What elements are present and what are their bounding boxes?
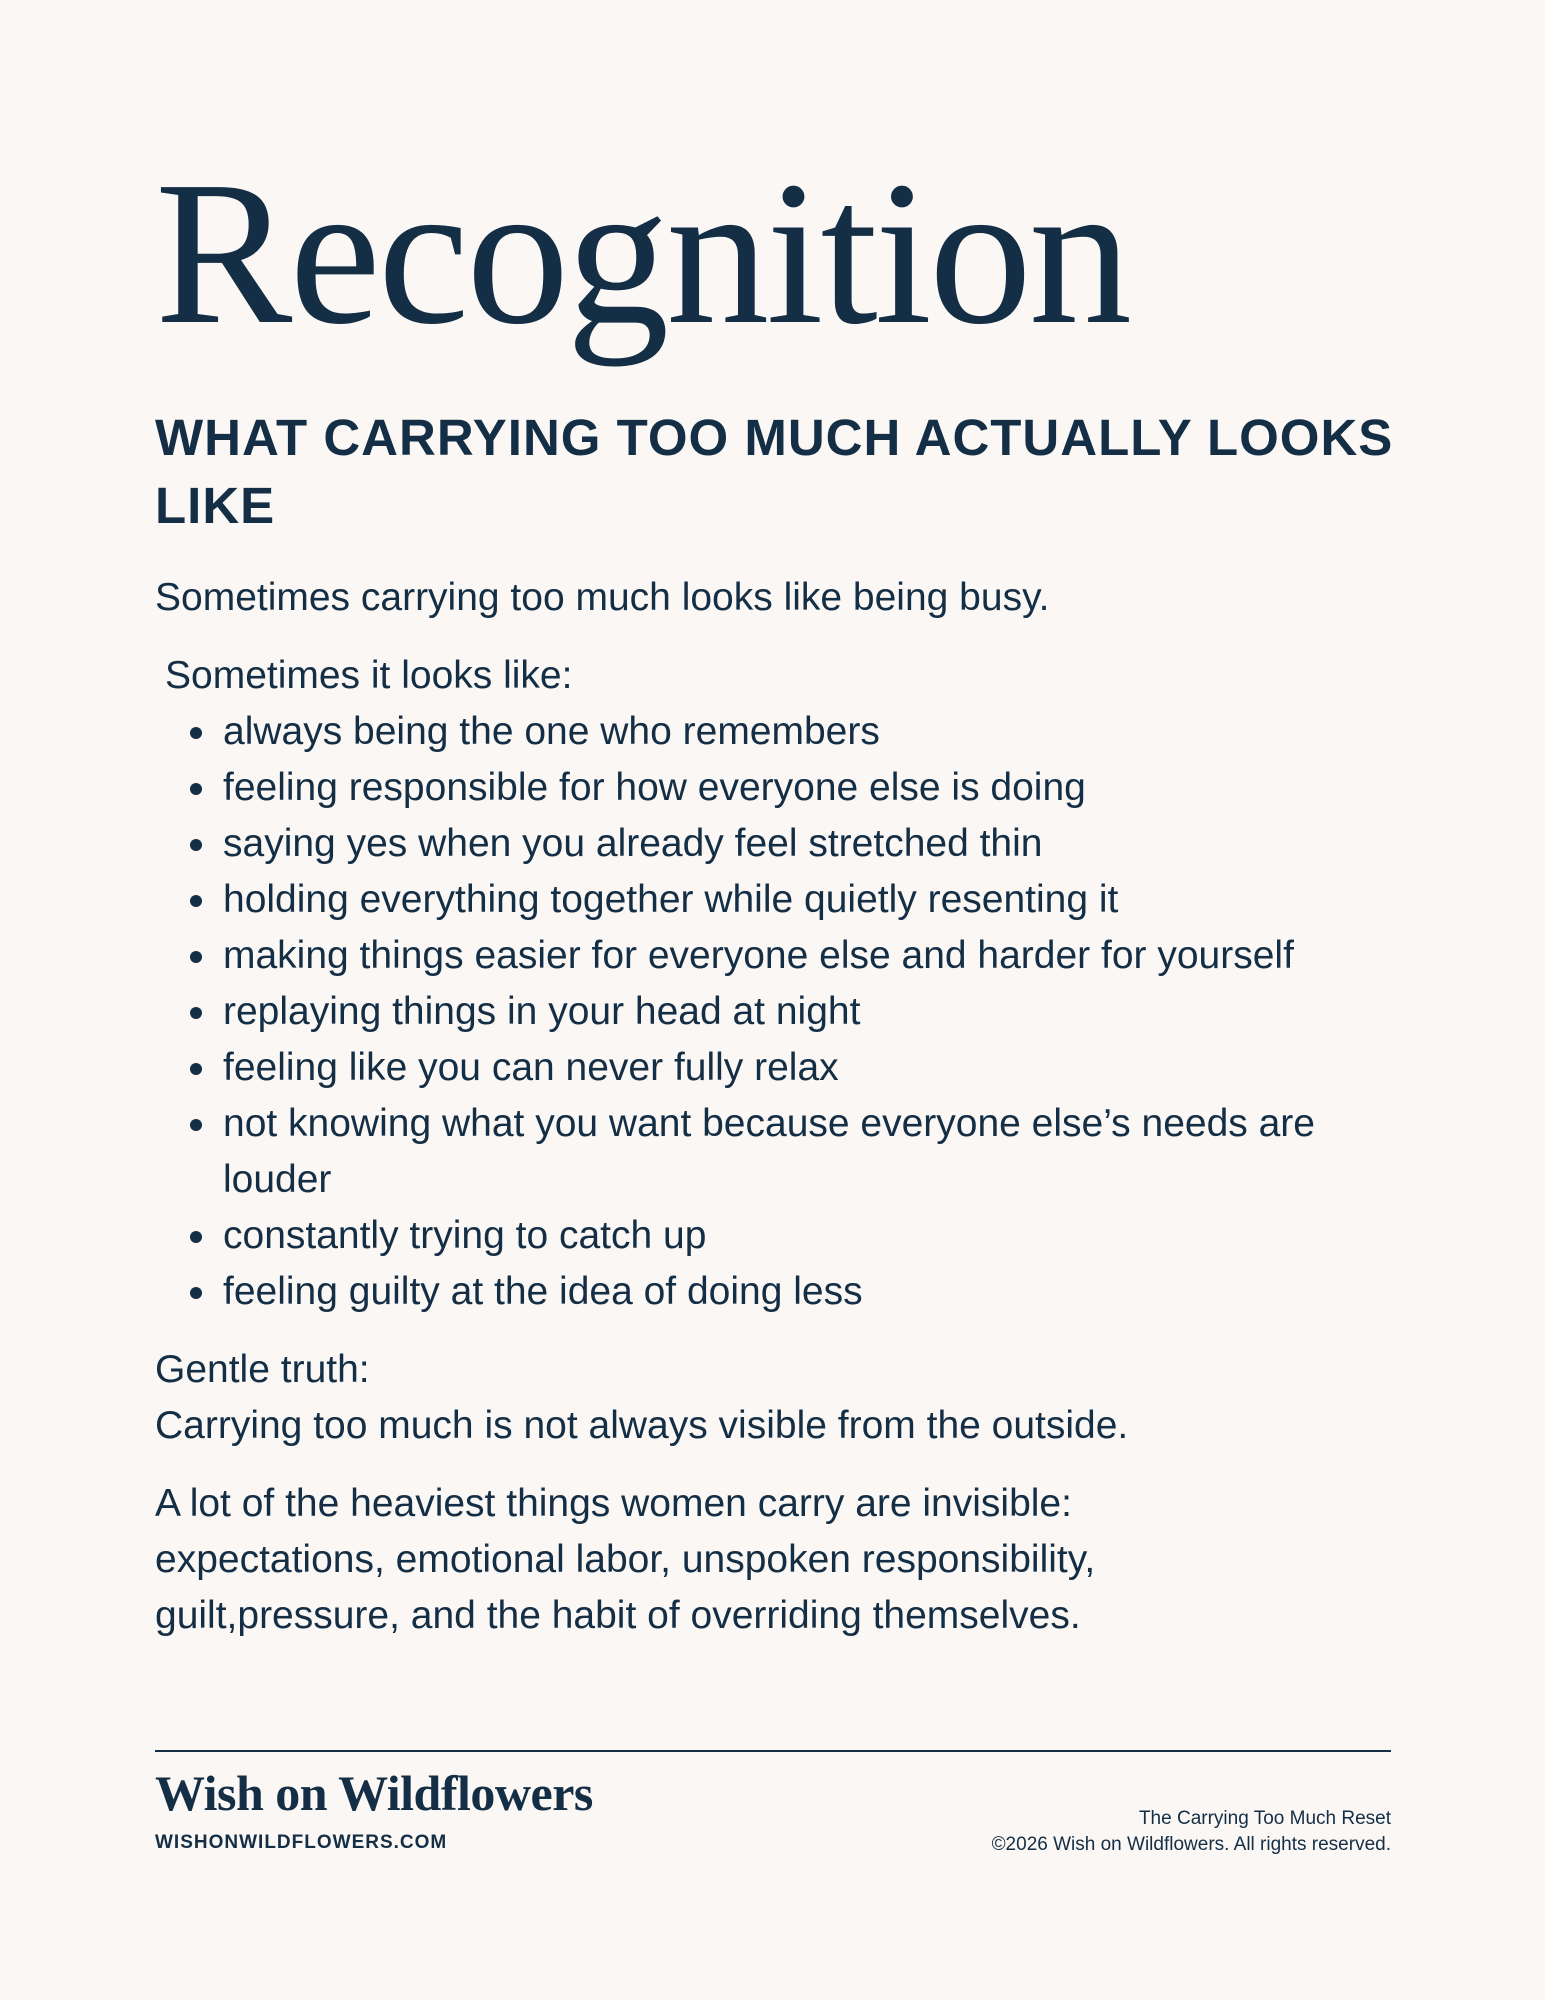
bullet-icon (190, 951, 202, 963)
page-footer (155, 1750, 1391, 1854)
list-item (155, 760, 1395, 816)
bullet-icon (190, 1007, 202, 1019)
page-title: Recognition (155, 138, 1129, 367)
bullet-icon (190, 727, 202, 739)
gentle-truth-label: Gentle truth: (155, 1348, 370, 1391)
list-item-text: constantly trying to catch up (223, 1214, 707, 1257)
bullet-icon (190, 839, 202, 851)
page-content (155, 138, 1395, 1644)
gentle-truth-text: Carrying too much is not always visible from the outside. (155, 1404, 1129, 1447)
gentle-truth (155, 1342, 1395, 1454)
list-item (155, 1264, 1395, 1320)
list-item (155, 928, 1395, 984)
list-item-text: feeling responsible for how everyone else is doing (223, 766, 1086, 809)
list-item-text: feeling like you can never fully relax (223, 1046, 839, 1089)
bullet-icon (190, 1119, 202, 1131)
bullet-icon (190, 1063, 202, 1075)
list-item (155, 1040, 1395, 1096)
list-item-text: making things easier for everyone else and harder for yourself (223, 934, 1294, 977)
list-item-text: saying yes when you already feel stretched thin (223, 822, 1043, 865)
list-item-text: holding everything together while quietly resenting it (223, 878, 1119, 921)
product-name: The Carrying Too Much Reset (1138, 1808, 1391, 1829)
recognition-list (155, 704, 1395, 1320)
list-item (155, 1208, 1395, 1264)
list-item-text: always being the one who remembers (223, 710, 880, 753)
bullet-icon (190, 1231, 202, 1243)
list-item-text: not knowing what you want because everyone else’s needs are louder (223, 1102, 1315, 1201)
list-item-text: feeling guilty at the idea of doing less (223, 1270, 863, 1313)
list-item (155, 984, 1395, 1040)
intro-text: Sometimes carrying too much looks like being busy. (155, 576, 1050, 619)
copyright-text: ©2026 Wish on Wildflowers. All rights reserved. (991, 1834, 1391, 1855)
list-item (155, 872, 1395, 928)
list-item-text: replaying things in your head at night (223, 990, 861, 1033)
list-item (155, 1096, 1395, 1208)
bullet-icon (190, 895, 202, 907)
list-item (155, 704, 1395, 760)
closing-paragraph: A lot of the heaviest things women carry are invisible: expectations, emotional labor, unspoken responsibility, guilt,pressure, and the habit of overriding themselves. (155, 1482, 1096, 1637)
list-item (155, 816, 1395, 872)
list-lead: Sometimes it looks like: (165, 654, 573, 697)
page-subtitle: WHAT CARRYING TOO MUCH ACTUALLY LOOKS LIKE (155, 409, 1394, 534)
brand-logo: Wish on Wildflowers (155, 1765, 593, 1821)
bullet-icon (190, 783, 202, 795)
footer-credits (992, 1806, 1391, 1858)
website-link[interactable]: WISHONWILDFLOWERS.COM (155, 1832, 448, 1853)
bullet-icon (190, 1287, 202, 1299)
